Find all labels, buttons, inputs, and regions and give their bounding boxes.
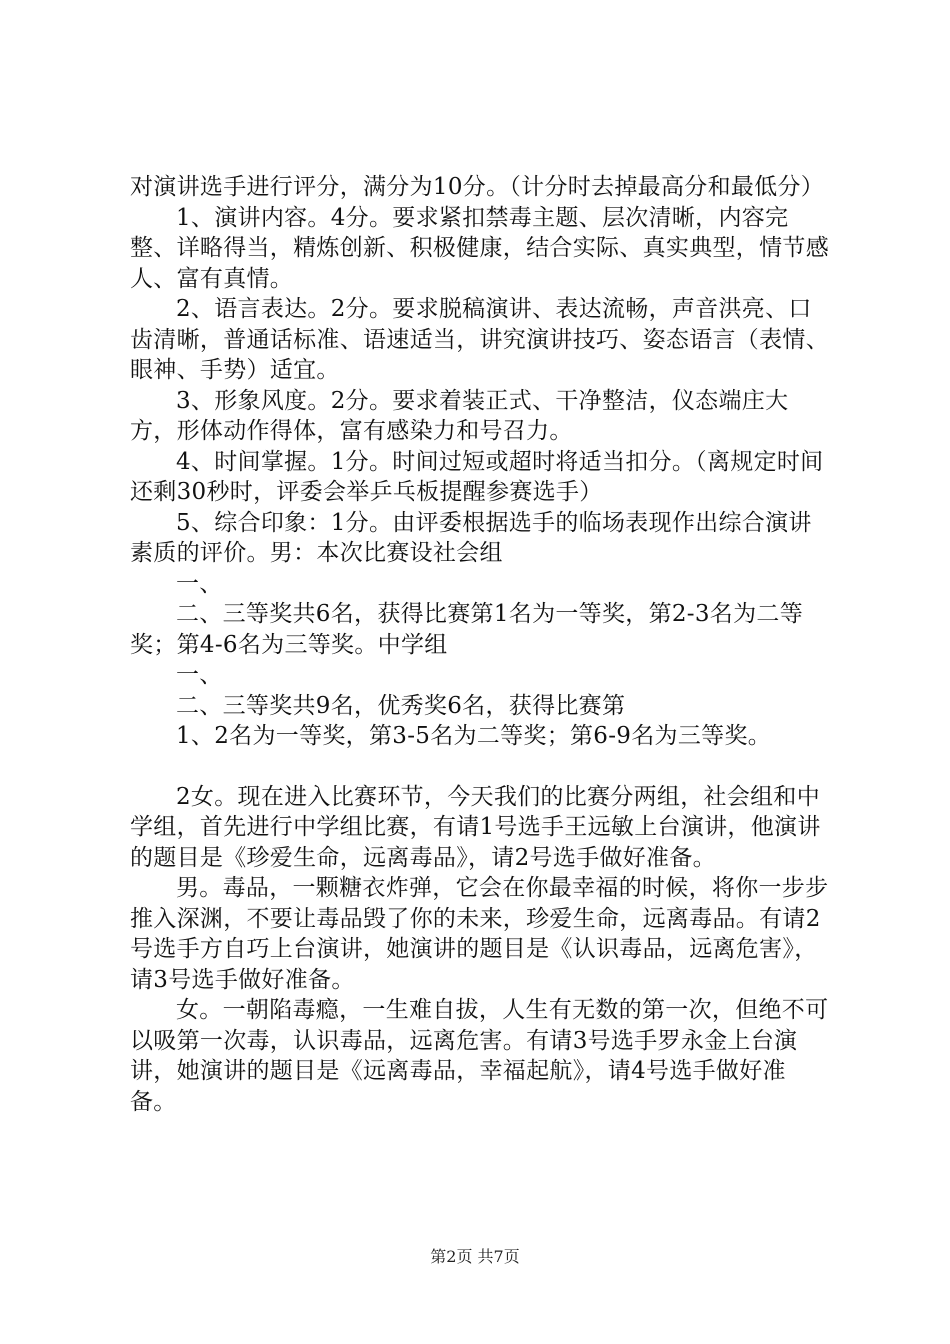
paragraph-criterion-time: 4、时间掌握。1分。时间过短或超时将适当扣分。（离规定时间还剩30秒时，评委会举乒乓板提醒参赛选手） xyxy=(130,448,824,505)
paragraph-school-awards: 二、三等奖共9名，优秀奖6名，获得比赛第 xyxy=(176,692,626,719)
blank-line xyxy=(130,752,830,782)
paragraph-criterion-language: 2、语言表达。2分。要求脱稿演讲、表达流畅，声音洪亮、口齿清晰，普通话标准、语速适当，讲究演讲技巧、姿态语言（表情、眼神、手势）适宜。 xyxy=(130,296,829,383)
paragraph-criterion-appearance: 3、形象风度。2分。要求着装正式、干净整洁，仪态端庄大方，形体动作得体，富有感染力和号召力。 xyxy=(130,387,789,444)
paragraph-criterion-content: 1、演讲内容。4分。要求紧扣禁毒主题、层次清晰，内容完整、详略得当，精炼创新、积极健康，结合实际、真实典型，情节感人、富有真情。 xyxy=(130,204,829,292)
paragraph-scoring-intro: 对演讲选手进行评分，满分为10分。（计分时去掉最高分和最低分） xyxy=(130,174,825,200)
paragraph-host-male-1: 男。毒品，一颗糖衣炸弹，它会在你最幸福的时候，将你一步步推入深渊，不要让毒品毁了你的未来，珍爱生命，远离毒品。有请2号选手方自巧上台演讲，她演讲的题目是《认识毒品，远离危害》，请3号选手做好准备。 xyxy=(130,875,829,993)
paragraph-criterion-impression: 5、综合印象：1分。由评委根据选手的临场表现作出综合演讲素质的评价。男：本次比赛设社会组 xyxy=(130,509,812,566)
paragraph-list-marker-1: 一、 xyxy=(176,570,223,597)
page-number-footer: 第2页 共7页 xyxy=(430,1247,520,1266)
paragraph-school-ranks: 1、2名为一等奖，第3-5名为二等奖；第6-9名为三等奖。 xyxy=(176,723,772,749)
document-body xyxy=(130,172,830,1117)
paragraph-host-female-2: 女。一朝陷毒瘾，一生难自拔，人生有无数的第一次，但绝不可以吸第一次毒，认识毒品，远离危害。有请3号选手罗永金上台演讲，她演讲的题目是《远离毒品，幸福起航》，请4号选手做好准备。 xyxy=(130,997,829,1115)
paragraph-host-female-1: 2女。现在进入比赛环节，今天我们的比赛分两组，社会组和中学组，首先进行中学组比赛，有请1号选手王远敏上台演讲，他演讲的题目是《珍爱生命，远离毒品》，请2号选手做好准备。 xyxy=(130,783,821,871)
paragraph-society-awards: 二、三等奖共6名，获得比赛第1名为一等奖，第2-3名为二等奖；第4-6名为三等奖。中学组 xyxy=(130,601,804,658)
paragraph-list-marker-2: 一、 xyxy=(176,662,223,688)
